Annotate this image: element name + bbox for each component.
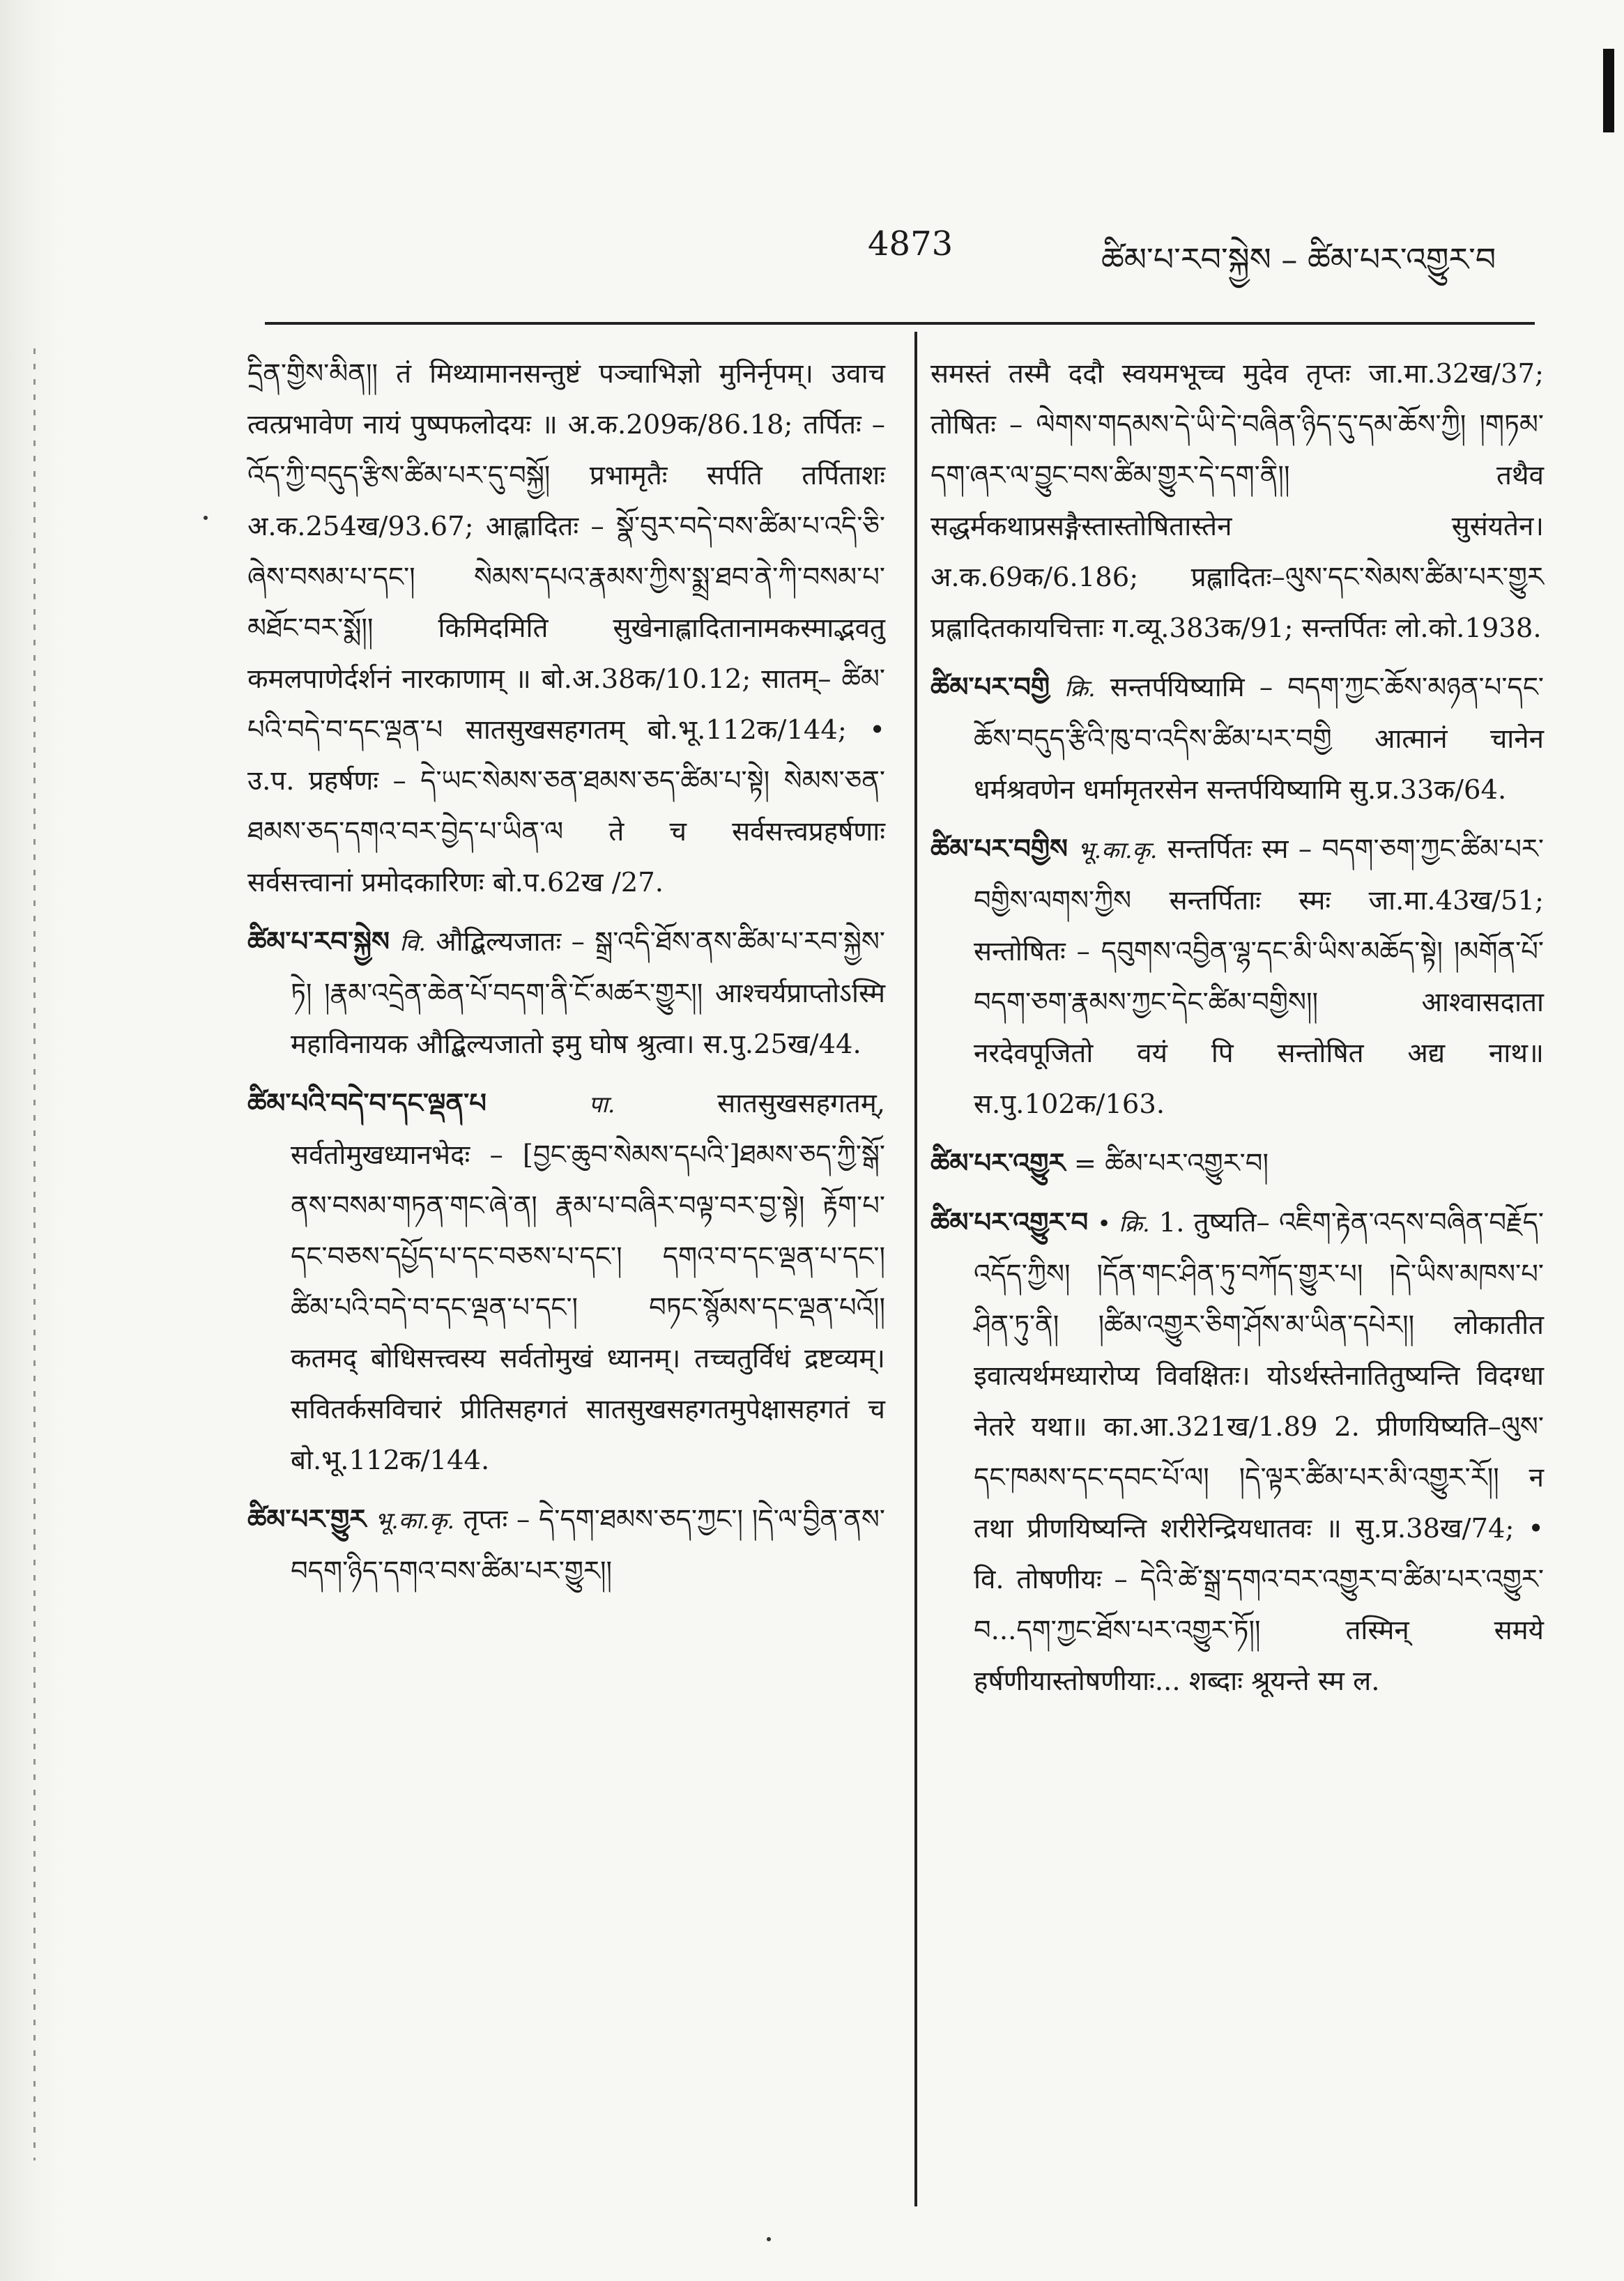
entry-body: सातसुखसहगतम्, सर्वतोमुखध्यानभेदः – [བྱང་ཆུབ་སེམས་དཔའི་]ཐམས་ཅད་ཀྱི་སྒོ་ནས་བསམ་གཏན་གང་ཞེ་ན། རྣམ་པ་བཞིར་བལྟ་བར་བྱ་སྟེ། རྟོག་པ་དང་བཅས་དཔྱོད་པ་དང་བཅས་པ་དང་། དགའ་བ་དང་ལྡན་པ་དང་། ཚིམ་པའི་བདེ་བ་དང་ལྡན་པ་དང་། བཏང་སྙོམས་དང་ལྡན་པའོ།། कतमद् बोधिसत्त्वस्य सर्वतोमुखं ध्यानम्। तच्चतुर्विधं द्रष्टव्यम्। सवितर्कसविचारं प्रीतिसहगतं सातसुखसहगतमुपेक्षासहगतं च बो.भू.112क/144. — [291, 1088, 885, 1476]
entry-body: तृप्तः – དེ་དག་ཐམས་ཅད་ཀྱང་། །དེ་ལ་བྱིན་ནས་བདག་ཉིད་དགའ་བས་ཚིམ་པར་གྱུར།། — [291, 1504, 885, 1587]
dictionary-entry — [930, 824, 1544, 1130]
entry-body: 1. तुष्यति– འཇིག་རྟེན་འདས་བཞིན་བརྗོད་འདོད་ཀྱིས། །དོན་གང་ཤིན་ཏུ་བཀོད་གྱུར་པ། །དེ་ཡིས་མཁས་པ་ཤིན་ཏུ་ནི། །ཚིམ་འགྱུར་ཅིག་ཤོས་མ་ཡིན་དཔེར།། लोकातीत इवात्यर्थमध्यारोप्य विवक्षितः। योऽर्थस्तेनातितुष्यन्ति विदग्धा नेतरे यथा॥ का.आ.321ख/1.89 2. प्रीणयिष्यति–ལུས་དང་ཁམས་དང་དབང་པོ་ལ། །དེ་ལྟར་ཚིམ་པར་མི་འགྱུར་རོ།། न तथा प्रीणयिष्यन्ति शरीरेन्द्रियधातवः ॥ सु.प्र.38ख/74; • वि. तोषणीयः – དེའི་ཚེ་སྒྲ་དགའ་བར་འགྱུར་བ་ཚིམ་པར་འགྱུར་བ...དག་ཀྱང་ཐོས་པར་འགྱུར་ཏོ།། तस्मिन् समये हर्षणीयास्तोषणीयाः... शब्दाः श्रूयन्ते स्म ल. — [974, 1207, 1544, 1697]
grammar-label: • क्रि. — [1097, 1210, 1150, 1237]
grammar-label: भू.का.कृ. — [1078, 836, 1158, 863]
entry-headword: ཚིམ་པར་བགྱིས — [930, 834, 1068, 865]
entry-headword: ཚིམ་པར་བགྱི — [930, 672, 1050, 703]
scan-corner-mark — [1603, 49, 1614, 132]
dictionary-entry — [930, 1197, 1544, 1707]
continuation-text: समस्तं तस्मै ददौ स्वयमभूच्च मुदेव तृप्तः जा.मा.32ख/37; तोषितः – ལེགས་གདམས་དེ་ཡི་དེ་བཞིན་ཉིད་དུ་དམ་ཆོས་ཀྱི། །གཏམ་དག་ཞར་ལ་བྱུང་བས་ཚིམ་གྱུར་དེ་དག་ནི།། तथैव सद्धर्मकथाप्रसङ्गैस्तास्तोषितास्तेन सुसंयतेन। अ.क.69क/6.186; प्रह्लादितः–ལུས་དང་སེམས་ཚིམ་པར་གྱུར प्रह्लादितकायचित्ताः ग.व्यू.383क/91; सन्तर्पितः लो.को.1938. — [930, 358, 1544, 644]
dictionary-entry — [247, 1494, 885, 1597]
scan-speck — [767, 2237, 771, 2241]
grammar-label: क्रि. — [1064, 675, 1096, 702]
entry-body: औद्बिल्यजातः – སྒྲ་འདི་ཐོས་ནས་ཚིམ་པ་རབ་སྐྱེས་ཏེ། །རྣམ་འདྲེན་ཆེན་པོ་བདག་ནི་ངོ་མཚར་གྱུར།། आश्चर्यप्राप्तोऽस्मि महाविनायक औद्बिल्यजातो इमु घोष श्रुत्वा। स.पु.25ख/44. — [291, 926, 885, 1060]
dictionary-entry — [247, 1078, 885, 1486]
running-head: ཚིམ་པ་རབ་སྐྱེས – ཚིམ་པར་འགྱུར་བ — [1101, 240, 1496, 278]
entry-headword: ཚིམ་པར་འགྱུར — [930, 1148, 1066, 1179]
entry-headword: ཚིམ་པར་འགྱུར་བ — [930, 1207, 1089, 1238]
grammar-label: भू.का.कृ. — [375, 1507, 455, 1534]
entry-body: सन्तर्पितः स्म – བདག་ཅག་ཀྱང་ཚིམ་པར་བགྱིས་ལགས་ཀྱིས सन्तर्पिताः स्मः जा.मा.43ख/51; सन्तोषितः – དབུགས་འབྱིན་ལྷ་དང་མི་ཡིས་མཆོད་སྟེ། །མགོན་པོ་བདག་ཅག་རྣམས་ཀྱང་དེང་ཚིམ་བགྱིས།། आश्वासदाता नरदेवपूजितो वयं पि सन्तोषित अद्य नाथ॥ स.पु.102क/163. — [974, 834, 1544, 1120]
entry-headword: ཚིམ་པར་གྱུར — [247, 1504, 367, 1535]
entry-body: = ཚིམ་པར་འགྱུར་བ། — [1073, 1148, 1269, 1179]
header-rule — [265, 322, 1535, 325]
page-number: 4873 — [868, 224, 953, 263]
binding-stitch-line — [33, 348, 36, 2160]
dictionary-entry — [247, 916, 885, 1070]
column-divider — [914, 332, 917, 2206]
dictionary-entry — [930, 1138, 1544, 1189]
grammar-label: वि. — [399, 929, 426, 956]
grammar-label: पा. — [588, 1091, 615, 1118]
right-column — [930, 348, 1544, 1715]
dictionary-entry — [930, 662, 1544, 815]
left-column — [247, 348, 885, 1605]
entry-headword: ཚིམ་པའི་བདེ་བ་དང་ལྡན་པ — [247, 1088, 487, 1119]
scan-speck — [204, 516, 208, 520]
continuation-text: དྲིན་གྱིས་མིན།། तं मिथ्यामानसन्तुष्टं पञ्चाभिज्ञो मुनिर्नृपम्। उवाच त्वत्प्रभावेण नायं पुष्पफलोदयः ॥ अ.क.209क/86.18; तर्पितः – འོད་ཀྱི་བདུད་རྩིས་ཚིམ་པར་དུ་བསྐྱོ། प्रभामृतैः सर्पति तर्पिताशः अ.क.254ख/93.67; आह्लादितः – སྣོ་བུར་བདེ་བས་ཚིམ་པ་འདི་ཅི་ཞེས་བསམ་པ་དང་། སེམས་དཔའ་རྣམས་ཀྱིས་སྨྲ་ཐབ་ནེ་ཀི་བསམ་པ་མཐོང་བར་སྨོ།། किमिदमिति सुखेनाह्लादितानामकस्माद्भवतु कमलपाणेर्दर्शनं नारकाणाम् ॥ बो.अ.38क/10.12; सातम्– ཚིམ་པའི་བདེ་བ་དང་ལྡན་པ सातसुखसहगतम् बो.भू.112क/144; • उ.प. प्रहर्षणः – དེ་ཡང་སེམས་ཅན་ཐམས་ཅད་ཚིམ་པ་སྟེ། སེམས་ཅན་ཐམས་ཅད་དགའ་བར་བྱེད་པ་ཡིན་ལ ते च सर्वसत्त्वप्रहर्षणाः सर्वसत्त्वानां प्रमोदकारिणः बो.प.62ख /27. — [247, 358, 885, 898]
entry-body: सन्तर्पयिष्यामि – བདག་ཀྱང་ཆོས་མཉན་པ་དང་ཆོས་བདུད་རྩིའི་ཁུ་བ་འདིས་ཚིམ་པར་བགྱི आत्मानं चानेन धर्मश्रवणेन धर्मामृतरसेन सन्तर्पयिष्यामि सु.प्र.33क/64. — [974, 672, 1544, 806]
entry-headword: ཚིམ་པ་རབ་སྐྱེས — [247, 926, 390, 958]
